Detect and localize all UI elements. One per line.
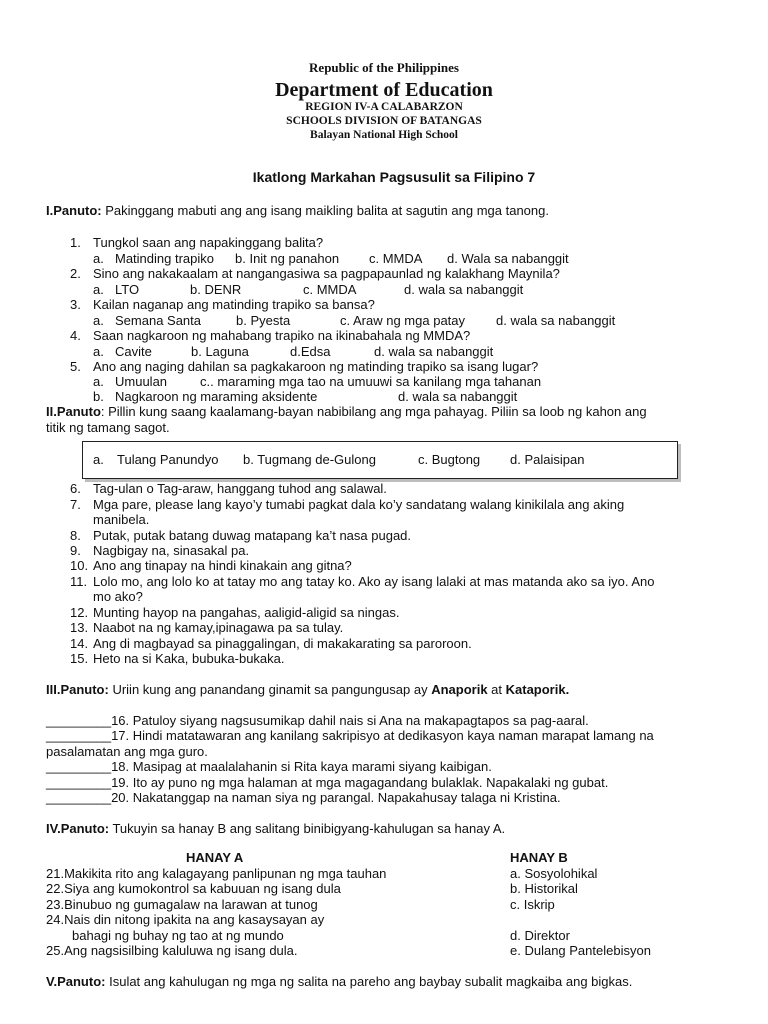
- box-choice-c: c. Bugtong: [418, 452, 481, 467]
- q4-choice-d: d. wala sa nabanggit: [374, 344, 494, 359]
- box-choice-d: d. Palaisipan: [510, 452, 585, 467]
- item17-line-cont: pasalamatan ang mga guro.: [46, 744, 208, 759]
- q5-choice-c: c.. maraming mga tao na umuuwi sa kanilang mga tahanan: [200, 374, 542, 389]
- hanay-b-a: a. Sosyolohikal: [510, 866, 598, 881]
- hanay-b-d: d. Direktor: [510, 928, 570, 943]
- item7-text-cont: manibela.: [93, 512, 150, 527]
- part5-instructions: [46, 974, 632, 989]
- hanay-a-heading: HANAY A: [186, 850, 244, 865]
- item9-number: 9.: [70, 543, 81, 558]
- anaporik-term: Anaporik: [431, 682, 488, 697]
- item11-text-cont: mo ako?: [93, 589, 143, 604]
- hanay-b-b: b. Historikal: [510, 881, 578, 896]
- item12-text: Munting hayop na pangahas, aaligid-aligid sa ningas.: [93, 605, 400, 620]
- q3-choice-b: b. Pyesta: [236, 313, 291, 328]
- item10-text: Ano ang tinapay na hindi kinakain ang gitna?: [93, 558, 352, 573]
- item8-text: Putak, putak batang duwag matapang ka’t nasa pugad.: [93, 528, 412, 543]
- q1-choice-a-letter: a.: [93, 251, 104, 266]
- item23-text: 23.Binubuo ng gumagalaw na larawan at tunog: [46, 897, 318, 912]
- q5-choice-b-letter: b.: [93, 389, 104, 404]
- exam-title: Ikatlong Markahan Pagsusulit sa Filipino 7: [252, 169, 536, 185]
- q2-choice-c: c. MMDA: [303, 282, 357, 297]
- header-republic: Republic of the Philippines: [309, 60, 459, 75]
- box-choice-a: Tulang Panundyo: [117, 452, 219, 467]
- item16-line: _________16. Patuloy siyang nagsusumikap dahil nais si Ana na makapagtapos sa pag-aaral.: [46, 713, 589, 728]
- item14-text: Ang di magbayad sa pinaggalingan, di makakarating sa paroroon.: [93, 636, 472, 651]
- q3-choice-c: c. Araw ng mga patay: [340, 313, 466, 328]
- part5-text: Isulat ang kahulugan ng mga ng salita na pareho ang baybay subalit magkaiba ang bigkas.: [105, 974, 633, 989]
- box-choice-b: b. Tugmang de-Gulong: [243, 452, 376, 467]
- q2-choice-a: LTO: [115, 282, 140, 297]
- part3-and: at: [487, 682, 506, 697]
- q3-choice-a: Semana Santa: [115, 313, 202, 328]
- part4-text: Tukuyin sa hanay B ang salitang binibigyang-kahulugan sa hanay A.: [109, 821, 506, 836]
- q4-number: 4.: [70, 328, 81, 343]
- item11-number: 11.: [70, 574, 88, 589]
- part1-label: I.Panuto:: [46, 203, 102, 218]
- item17-line: _________17. Hindi matatawaran ang kanilang sakripisyo at dedikasyon kaya naman marapat lamang na: [46, 728, 654, 743]
- q1-choice-d: d. Wala sa nabanggit: [447, 251, 569, 266]
- part2-instructions-cont: titik ng tamang sagot.: [46, 420, 170, 435]
- header-school: Balayan National High School: [310, 129, 458, 141]
- part3-label: III.Panuto:: [46, 682, 109, 697]
- item9-text: Nagbigay na, sinasakal pa.: [93, 543, 250, 558]
- q1-choice-c: c. MMDA: [369, 251, 423, 266]
- item7-number: 7.: [70, 497, 81, 512]
- part4-label: IV.Panuto:: [46, 821, 110, 836]
- q1-choice-b: b. Init ng panahon: [235, 251, 340, 266]
- item20-line: _________20. Nakatanggap na naman siya ng parangal. Napakahusay talaga ni Kristina.: [46, 790, 561, 805]
- q5-choice-b: Nagkaroon ng maraming aksidente: [115, 389, 318, 404]
- q4-choice-b: b. Laguna: [191, 344, 249, 359]
- item8-number: 8.: [70, 528, 81, 543]
- part3-text: Uriin kung ang panandang ginamit sa pangungusap ay: [108, 682, 432, 697]
- item6-text: Tag-ulan o Tag-araw, hanggang tuhod ang salawal.: [93, 481, 387, 496]
- part1-text: Pakinggang mabuti ang ang isang maikling balita at sagutin ang mga tanong.: [101, 203, 549, 218]
- kataporik-term: Kataporik.: [505, 682, 570, 697]
- q5-choice-a: Umuulan: [115, 374, 168, 389]
- part2-text: : Pillin kung saang kaalamang-bayan nabibilang ang mga pahayag. Piliin sa loob ng kahon ang: [100, 404, 647, 419]
- item12-number: 12.: [70, 605, 89, 620]
- hanay-b-e: e. Dulang Pantelebisyon: [510, 943, 651, 958]
- header-region: REGION IV-A CALABARZON: [305, 101, 463, 113]
- item24-text-cont: bahagi ng buhay ng tao at ng mundo: [72, 928, 284, 943]
- item13-number: 13.: [70, 620, 89, 635]
- header-division: SCHOOLS DIVISION OF BATANGAS: [286, 115, 482, 127]
- item6-number: 6.: [70, 481, 81, 496]
- item22-text: 22.Siya ang kumokontrol sa kabuuan ng isang dula: [46, 881, 341, 896]
- header-department: Department of Education: [275, 79, 493, 101]
- item15-number: 15.: [70, 651, 89, 666]
- q5-choice-d: d. wala sa nabanggit: [398, 389, 518, 404]
- part3-instructions: [46, 682, 569, 697]
- item10-number: 10.: [70, 558, 89, 573]
- q1-choice-a: Matinding trapiko: [115, 251, 214, 266]
- item13-text: Naabot na ng kamay,ipinagawa pa sa tulay.: [93, 620, 344, 635]
- q4-text: Saan nagkaroon ng mahabang trapiko na ikinabahala ng MMDA?: [93, 328, 471, 343]
- part5-label: V.Panuto:: [46, 974, 106, 989]
- item11-text: Lolo mo, ang lolo ko at tatay mo ang tatay ko. Ako ay isang lalaki at mas matanda ako sa iyo. Ano: [93, 574, 655, 589]
- q4-choice-a-letter: a.: [93, 344, 104, 359]
- q3-choice-d: d. wala sa nabanggit: [496, 313, 616, 328]
- part2-instructions: [46, 404, 647, 419]
- part4-instructions: [46, 821, 505, 836]
- q1-number: 1.: [70, 235, 81, 250]
- q2-choice-d: d. wala sa nabanggit: [404, 282, 524, 297]
- hanay-b-heading: HANAY B: [510, 850, 568, 865]
- q2-text: Sino ang nakakaalam at nangangasiwa sa pagpapaunlad ng kalakhang Maynila?: [93, 266, 560, 281]
- q3-choice-a-letter: a.: [93, 313, 104, 328]
- q2-choice-a-letter: a.: [93, 282, 104, 297]
- item15-text: Heto na si Kaka, bubuka-bukaka.: [93, 651, 285, 666]
- item18-line: _________18. Masipag at maalalahanin si Rita kaya marami siyang kaibigan.: [46, 759, 492, 774]
- q1-text: Tungkol saan ang napakinggang balita?: [93, 235, 324, 250]
- item7-text: Mga pare, please lang kayo’y tumabi pagkat dala ko’y sandatang walang kinikilala ang aking: [93, 497, 625, 512]
- q5-choice-a-letter: a.: [93, 374, 104, 389]
- part1-instructions: [46, 203, 549, 218]
- item25-text: 25.Ang nagsisilbing kaluluwa ng isang dula.: [46, 943, 298, 958]
- box-choice-a-letter: a.: [93, 452, 104, 467]
- item21-text: 21.Makikita rito ang kalagayang panlipunan ng mga tauhan: [46, 866, 387, 881]
- q5-number: 5.: [70, 359, 81, 374]
- q2-choice-b: b. DENR: [190, 282, 242, 297]
- q3-text: Kailan naganap ang matinding trapiko sa bansa?: [93, 297, 375, 312]
- q3-number: 3.: [70, 297, 81, 312]
- hanay-b-c: c. Iskrip: [510, 897, 555, 912]
- part2-label: II.Panuto: [46, 404, 101, 419]
- item24-text: 24.Nais din nitong ipakita na ang kasaysayan ay: [46, 912, 325, 927]
- q4-choice-a: Cavite: [115, 344, 152, 359]
- q2-number: 2.: [70, 266, 81, 281]
- q4-choice-c: d.Edsa: [290, 344, 331, 359]
- q5-text: Ano ang naging dahilan sa pagkakaroon ng matinding trapiko sa isang lugar?: [93, 359, 539, 374]
- item14-number: 14.: [70, 636, 89, 651]
- item19-line: _________19. Ito ay puno ng mga halaman at mga magagandang bulaklak. Napakalaki ng gubat.: [46, 775, 609, 790]
